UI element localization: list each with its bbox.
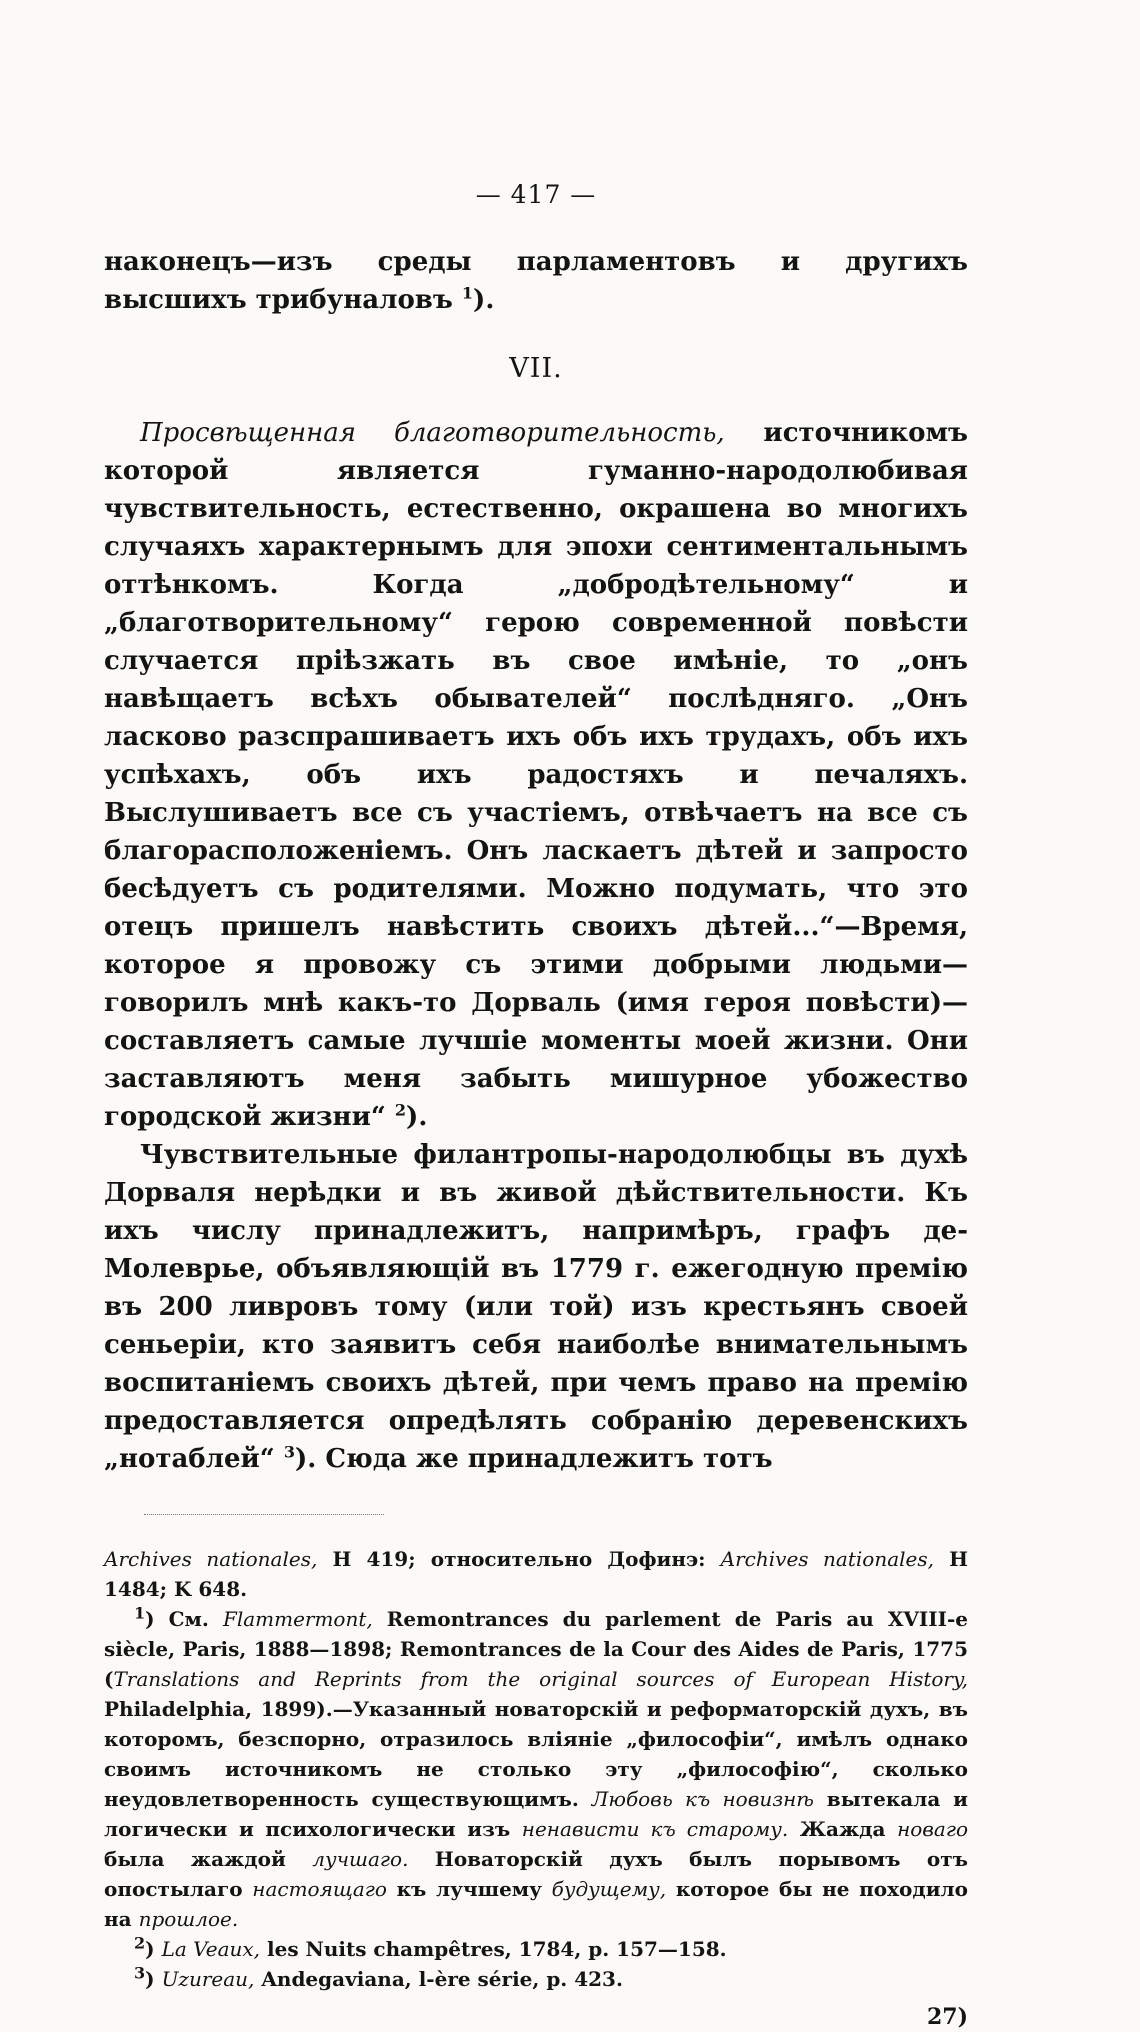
footnote-1-text: къ лучшему: [386, 1877, 552, 1901]
footnote-1-emphasis: новаго: [897, 1817, 968, 1841]
footnote-1-title: Translations and Reprints from the original sources of European History,: [113, 1667, 968, 1691]
paragraph-1: [104, 414, 968, 1136]
footnote-1-emphasis: лучшаго.: [312, 1847, 409, 1871]
footnote-2-text: ): [145, 1937, 162, 1961]
footnote-1-author: Flammermont,: [222, 1607, 373, 1631]
footnote-1-text: вытекала и логически и психологически изъ: [104, 1787, 969, 1841]
footnote-1-text: Remontrances du parlement de Paris au XVIII-e siècle, Paris, 1888—1898; Remontrances de la Cour des Aides de Paris, 1775 (: [104, 1607, 968, 1691]
footnote-1-text: Новаторскій духъ былъ порывомъ отъ опостылаго: [104, 1847, 968, 1901]
footnote-1-number: 1: [134, 1603, 146, 1623]
section-heading: VII.: [509, 353, 563, 384]
footnote-1-text: Жажда: [788, 1817, 898, 1841]
archive-note-text-1: H 419; относительно Дофинэ:: [317, 1547, 721, 1571]
footnote-3-text: Andegaviana, l-ère série, p. 423.: [254, 1967, 623, 1991]
signature-mark: 27): [926, 2004, 968, 2030]
footnote-1: [104, 1604, 968, 1934]
intro-end: ).: [473, 285, 495, 315]
archive-note-source-1: Archives nationales,: [104, 1547, 318, 1571]
footnote-1-emphasis: ненависти къ старому.: [521, 1817, 789, 1841]
footnote-1-text: ) См.: [145, 1607, 223, 1631]
footnote-divider: [144, 1514, 384, 1516]
paragraph-2-end: ). Сюда же принадлежитъ тотъ: [294, 1444, 773, 1474]
footnote-ref-3: 3: [283, 1442, 295, 1462]
footnote-ref-2: 2: [394, 1100, 407, 1120]
footnote-1-text: которое бы не походило на: [104, 1877, 968, 1931]
footnote-3-text: ): [145, 1967, 162, 1991]
footnote-3-number: 3: [134, 1963, 146, 1983]
paragraph-1-title: Просвѣщенная благотворительность,: [140, 418, 725, 448]
footnote-1-emphasis: прошлое.: [138, 1907, 239, 1931]
footnote-1-text: Philadelphia, 1899).—Указанный новаторскій и реформаторскій духъ, въ которомъ, безспорно, отразилось вліяніе „философіи“, имѣлъ однако своимъ источникомъ не столько эту „философію“, сколько неудовлетворенность существующимъ.: [104, 1697, 968, 1811]
footnote-3-author: Uzureau,: [161, 1967, 255, 1991]
paragraph-1-end: ).: [406, 1102, 428, 1132]
footnote-2: [104, 1934, 968, 1964]
footnote-2-text: les Nuits champêtres, 1784, p. 157—158.: [260, 1937, 727, 1961]
intro-text: наконецъ—изъ среды парламентовъ и другихъ высшихъ трибуналовъ: [104, 247, 968, 315]
footnote-1-emphasis: будущему,: [551, 1877, 667, 1901]
footnote-ref-1: 1: [461, 283, 474, 303]
footnote-1-emphasis: настоящаго: [252, 1877, 387, 1901]
footnotes: [104, 1544, 968, 2032]
intro-paragraph: [104, 243, 968, 319]
footnote-2-number: 2: [134, 1933, 146, 1953]
archive-note-source-2: Archives nationales,: [720, 1547, 934, 1571]
book-page: [104, 180, 968, 2032]
archive-note-text-2: H 1484; K 648.: [104, 1547, 969, 1601]
footnote-2-author: La Veaux,: [161, 1937, 261, 1961]
footnote-3: [104, 1964, 968, 1994]
footnote-1-text: была жаждой: [104, 1847, 313, 1871]
footnote-1-emphasis: Любовь къ новизнѣ: [591, 1787, 814, 1811]
paragraph-2-text: Чувствительные филантропы-народолюбцы въ духѣ Дорваля нерѣдки и въ живой дѣйствительности. Къ ихъ числу принадлежитъ, напримѣръ, графъ де-Молеврье, объявляющій въ 1779 г. ежегодную премію въ 200 ливровъ тому (или той) изъ крестьянъ своей сеньеріи, кто заявитъ себя наиболѣе внимательнымъ воспитаніемъ своихъ дѣтей, при чемъ право на премію предоставляется опредѣлять собранію деревенскихъ „нотаблей“: [104, 1140, 968, 1474]
page-number: — 417 —: [475, 180, 597, 209]
paragraph-2: [104, 1136, 968, 1478]
paragraph-1-text: источникомъ которой является гуманно-народолюбивая чувствительность, естественно, окрашена во многихъ случаяхъ характернымъ для эпохи сентиментальнымъ оттѣнкомъ. Когда „добродѣтельному“ и „благотворительному“ герою современной повѣсти случается пріѣзжать въ свое имѣніе, то „онъ навѣщаетъ всѣхъ обывателей“ послѣдняго. „Онъ ласково разспрашиваетъ ихъ объ ихъ трудахъ, объ ихъ успѣхахъ, объ ихъ радостяхъ и печаляхъ. Выслушиваетъ все съ участіемъ, отвѣчаетъ на все съ благорасположеніемъ. Онъ ласкаетъ дѣтей и запросто бесѣдуетъ съ родителями. Можно подумать, что это отецъ пришелъ навѣстить своихъ дѣтей...“—Время, которое я провожу съ этими добрыми людьми—говорилъ мнѣ какъ-то Дорваль (имя героя повѣсти)—составляетъ самые лучшіе моменты моей жизни. Они заставляютъ меня забыть мишурное убожество городской жизни“: [104, 418, 968, 1132]
archive-note: [104, 1544, 968, 1604]
